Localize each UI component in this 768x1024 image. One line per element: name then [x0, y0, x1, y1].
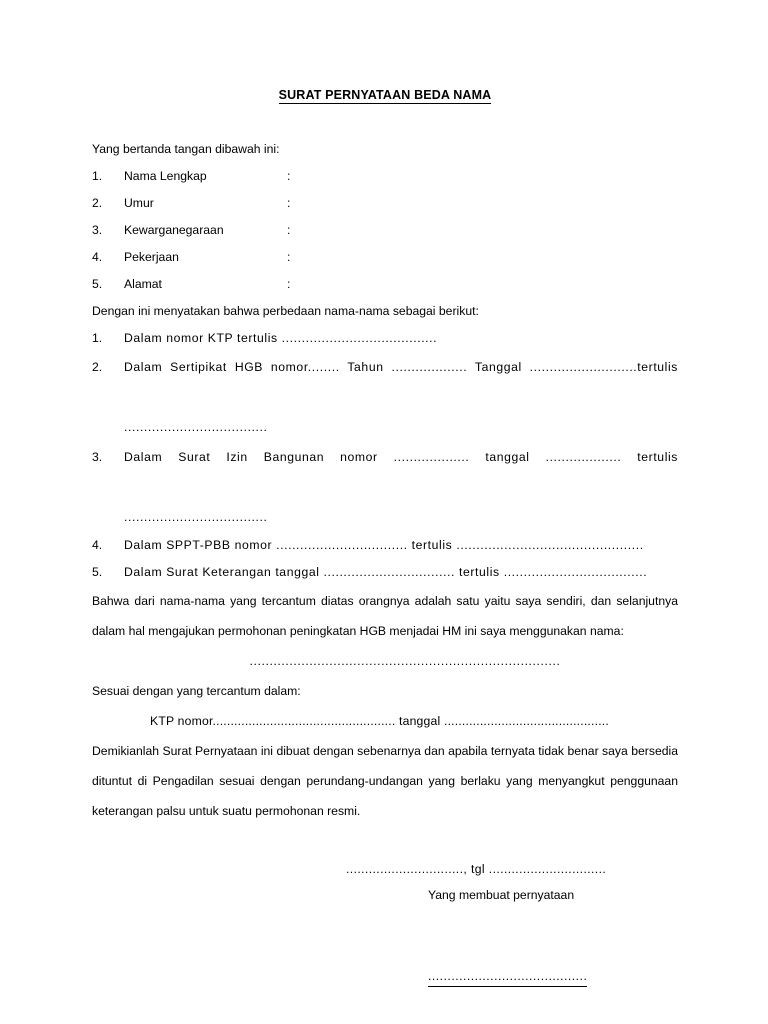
identity-label: Pekerjaan	[124, 250, 179, 264]
body-paragraph: Bahwa dari nama-nama yang tercantum diatas orangnya adalah satu yaitu saya sendiri, dan selanjutnya dalam hal mengajukan permohonan peningkatan HGB menjadai HM ini saya menggunakan nama:	[92, 594, 678, 638]
statement-text-line: Dalam Sertipikat HGB nomor........ Tahun ................... Tanggal ...........................tertulis	[124, 360, 678, 374]
statement-text: Dalam SPPT-PBB nomor ................................. tertulis ...............................................	[124, 538, 644, 552]
identity-colon: :	[287, 277, 291, 291]
identity-row	[92, 163, 678, 190]
identity-label: Kewarganegaraan	[124, 223, 224, 237]
reference-intro-text: Sesuai dengan yang tercantum dalam:	[92, 684, 301, 698]
statement-text: Dalam nomor KTP tertulis .......................................	[124, 331, 438, 345]
statement-row	[92, 532, 678, 559]
identity-colon: :	[287, 223, 291, 237]
statement-continuation: ....................................	[124, 420, 268, 434]
identity-label: Alamat	[124, 277, 162, 291]
identity-row	[92, 217, 678, 244]
identity-number: 2.	[92, 196, 103, 210]
name-blank-line: ..............................................................................	[249, 654, 561, 668]
declaration-intro-text: Dengan ini menyatakan bahwa perbedaan nama-nama sebagai berikut:	[92, 304, 479, 318]
identity-number: 1.	[92, 169, 103, 183]
statement-number: 5.	[92, 565, 103, 579]
page-title	[92, 88, 678, 102]
identity-number: 5.	[92, 277, 103, 291]
statement-number: 4.	[92, 538, 103, 552]
statement-continuation: ....................................	[124, 510, 268, 524]
statement-number-spacer	[92, 412, 124, 442]
statement-number-spacer	[92, 502, 124, 532]
identity-label: Nama Lengkap	[124, 169, 207, 183]
identity-colon: :	[287, 250, 291, 264]
identity-row	[92, 190, 678, 217]
ktp-reference-line: KTP nomor................................................... tanggal ..............................................	[150, 714, 609, 728]
statement-row	[92, 442, 678, 502]
statement-number: 2.	[92, 360, 103, 374]
statement-text	[124, 352, 678, 412]
statement-row	[92, 559, 678, 586]
identity-number: 3.	[92, 223, 103, 237]
identity-row	[92, 271, 678, 298]
identity-label: Umur	[124, 196, 154, 210]
identity-row	[92, 244, 678, 271]
identity-colon: :	[287, 196, 291, 210]
statement-text	[124, 442, 678, 502]
signature-role-label: Yang membuat pernyataan	[428, 888, 575, 902]
signature-space	[346, 908, 678, 966]
intro-text: Yang bertanda tangan dibawah ini:	[92, 142, 280, 156]
identity-number: 4.	[92, 250, 103, 264]
signature-place-date: ..............................., tgl ...............................	[346, 862, 607, 876]
statement-text-line: Dalam Surat Izin Bangunan nomor ................... tanggal ................... tertulis	[124, 450, 678, 464]
signature-block	[92, 856, 678, 987]
statement-row	[92, 325, 678, 352]
statement-number: 1.	[92, 331, 103, 345]
statement-text: Dalam Surat Keterangan tanggal ................................. tertulis ....................................	[124, 565, 648, 579]
statement-number: 3.	[92, 450, 103, 464]
statement-continuation-row	[92, 412, 678, 442]
closing-paragraph: Demikianlah Surat Pernyataan ini dibuat dengan sebenarnya dan apabila ternyata tidak benar saya bersedia dituntut di Pengadilan sesuai dengan perundang-undangan yang berlaku yang menyangkut penggunaan keterangan palsu untuk suatu permohonan resmi.	[92, 744, 678, 818]
statement-continuation-row	[92, 502, 678, 532]
document-content	[92, 88, 678, 987]
statement-row	[92, 352, 678, 412]
signature-name-line: .........................................	[428, 966, 587, 987]
page-title-text: SURAT PERNYATAAN BEDA NAMA	[278, 88, 492, 102]
identity-colon: :	[287, 169, 291, 183]
